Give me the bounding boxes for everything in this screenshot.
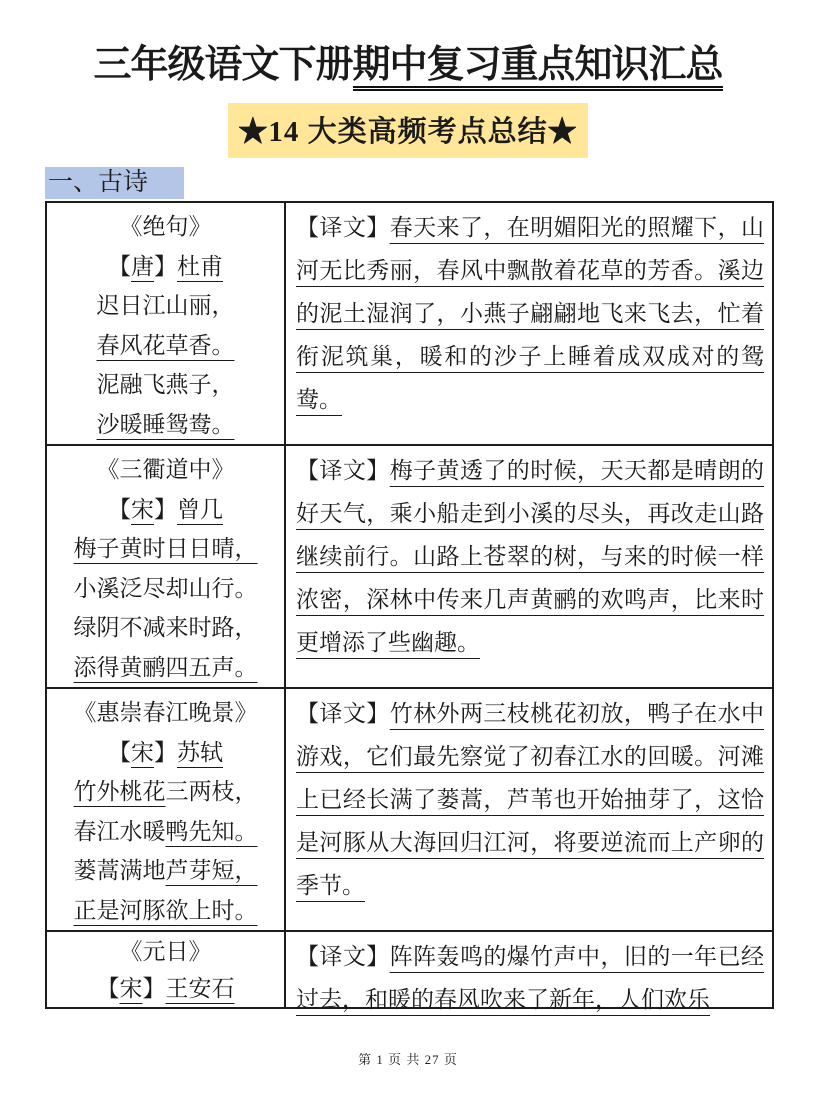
- poem-text: 【: [108, 739, 131, 765]
- poem-line: [49, 326, 282, 366]
- translation-text: 阵阵轰鸣的爆竹声中，旧的一年已经过去，和暖的春风吹来了新年，人们欢乐: [296, 944, 765, 1012]
- poem-line: [49, 648, 282, 688]
- section-heading-row: [45, 167, 816, 199]
- poem-text: 泥融飞燕子，: [96, 372, 235, 397]
- poem-line: [49, 529, 282, 569]
- page-title: [0, 40, 816, 90]
- poem-line: [49, 365, 282, 405]
- poems-table: [45, 201, 774, 1012]
- poem-text: 【: [96, 976, 120, 1001]
- subtitle-highlighted: ★14 大类高频考点总结★: [228, 103, 587, 158]
- poem-text: 春江水暖: [73, 818, 166, 844]
- poem-text-underlined: 芦芽短，: [165, 858, 258, 883]
- poem-text: 绿阴不减来时路，: [73, 615, 258, 640]
- poem-cell-content: [49, 207, 282, 444]
- document-page: [0, 40, 816, 1096]
- poem-text: 《绝句》: [119, 214, 212, 239]
- translation-label: 【译文】: [296, 458, 390, 483]
- table-row: [46, 931, 773, 1008]
- poem-text-underlined: 宋: [119, 976, 143, 1001]
- poem-line: [49, 772, 282, 812]
- poem-line: [49, 812, 282, 852]
- section-heading-ancient-poems: 一、古诗: [45, 167, 184, 199]
- poem-text: 】: [154, 253, 177, 279]
- poem-text: 蒌蒿满地: [73, 858, 166, 883]
- translation-cell-content: [296, 449, 764, 664]
- poem-text: 迟日江山丽，: [96, 293, 235, 318]
- poem-line: [49, 608, 282, 648]
- subtitle-row: [0, 103, 816, 158]
- poem-line: [49, 851, 282, 891]
- translation-cell-content: [296, 206, 764, 421]
- poem-text: 【: [108, 253, 131, 279]
- poem-text-underlined: 正是河豚欲上时。: [73, 897, 258, 923]
- translation-cell-content: [296, 692, 764, 907]
- poem-text-underlined: 梅子黄时日日晴，: [73, 536, 258, 561]
- poem-line: [49, 207, 282, 247]
- poem-text-underlined: 添得黄鹂四五声。: [73, 654, 258, 680]
- poem-text-underlined: 春风花草香。: [96, 332, 235, 358]
- translation-cell: [285, 445, 773, 688]
- poem-text-underlined: 杜甫: [177, 253, 223, 279]
- page-title-plain-part: 三年级语文下册: [93, 44, 353, 86]
- poem-cell-content: [49, 933, 282, 1005]
- table-row: [46, 445, 773, 688]
- poem-line: [49, 733, 282, 773]
- poem-text: 】: [154, 496, 177, 522]
- poem-cell-content: [49, 693, 282, 930]
- poem-text: 《惠崇春江晚景》: [73, 700, 258, 725]
- poem-text-underlined: 苏轼: [177, 739, 223, 765]
- translation-text: 竹林外两三枝桃花初放，鸭子在水中游戏，它们最先察觉了初春江水的回暖。河滩上已经长满了蒌蒿，芦苇也开始抽芽了，这恰是河豚从大海回归江河，将要逆流而上产卵的季节。: [296, 701, 765, 898]
- translation-text: 梅子黄透了的时候，天天都是晴朗的好天气，乘小船走到小溪的尽头，再改走山路继续前行。山路上苍翠的树，与来的时候一样浓密，深林中传来几声黄鹂的欢鸣声，比来时更增添了些幽趣。: [296, 458, 765, 655]
- translation-cell-content: [296, 935, 765, 1012]
- translation-label: 【译文】: [296, 701, 390, 726]
- translation-cell: [285, 202, 773, 445]
- poem-line: [49, 405, 282, 445]
- poem-cell: [46, 931, 285, 1008]
- poem-line: [49, 970, 282, 1007]
- poem-cell: [46, 688, 285, 931]
- poem-text: 《三衢道中》: [96, 457, 235, 482]
- poem-line: [49, 286, 282, 326]
- translation-cell: [285, 688, 773, 931]
- poem-text: 小溪泛尽却山行。: [73, 575, 258, 601]
- poem-text-underlined: 宋: [131, 496, 154, 522]
- poem-text: 】: [142, 976, 166, 1001]
- poem-text: 《元日》: [119, 939, 212, 964]
- poem-cell-content: [49, 450, 282, 687]
- poem-text-underlined: 宋: [131, 739, 154, 765]
- table-row: [46, 202, 773, 445]
- poem-line: [49, 891, 282, 931]
- poem-text: 【: [108, 496, 131, 522]
- poem-cell: [46, 445, 285, 688]
- poem-text: 】: [154, 739, 177, 765]
- table-row: [46, 688, 773, 931]
- poem-line: [49, 450, 282, 490]
- poem-line: [49, 693, 282, 733]
- poem-text-underlined: 鸭先知。: [165, 818, 258, 844]
- poem-text-underlined: 王安石: [165, 976, 235, 1001]
- poem-text-underlined: 沙暖睡鸳鸯。: [96, 411, 235, 437]
- translation-text: 春天来了，在明媚阳光的照耀下，山河无比秀丽，春风中飘散着花草的芳香。溪边的泥土湿润了，小燕子翩翩地飞来飞去，忙着衔泥筑巢，暖和的沙子上睡着成双成对的鸳鸯。: [296, 215, 765, 412]
- poem-line: [49, 933, 282, 970]
- poem-line: [49, 490, 282, 530]
- poem-cell: [46, 202, 285, 445]
- translation-label: 【译文】: [296, 944, 390, 969]
- poem-text: 三两枝，: [165, 779, 258, 804]
- poem-text-underlined: 曾几: [177, 496, 223, 522]
- poem-line: [49, 569, 282, 609]
- poem-text-underlined: 竹外桃花: [73, 779, 166, 804]
- poem-line: [49, 247, 282, 287]
- translation-label: 【译文】: [296, 215, 390, 240]
- poems-table-body: [46, 202, 773, 1012]
- page-title-underlined-part: 期中复习重点知识汇总: [353, 44, 723, 91]
- poem-text-underlined: 唐: [131, 253, 154, 279]
- page-number-footer: 第 1 页 共 27 页: [358, 1052, 458, 1067]
- translation-cell: [285, 931, 773, 1012]
